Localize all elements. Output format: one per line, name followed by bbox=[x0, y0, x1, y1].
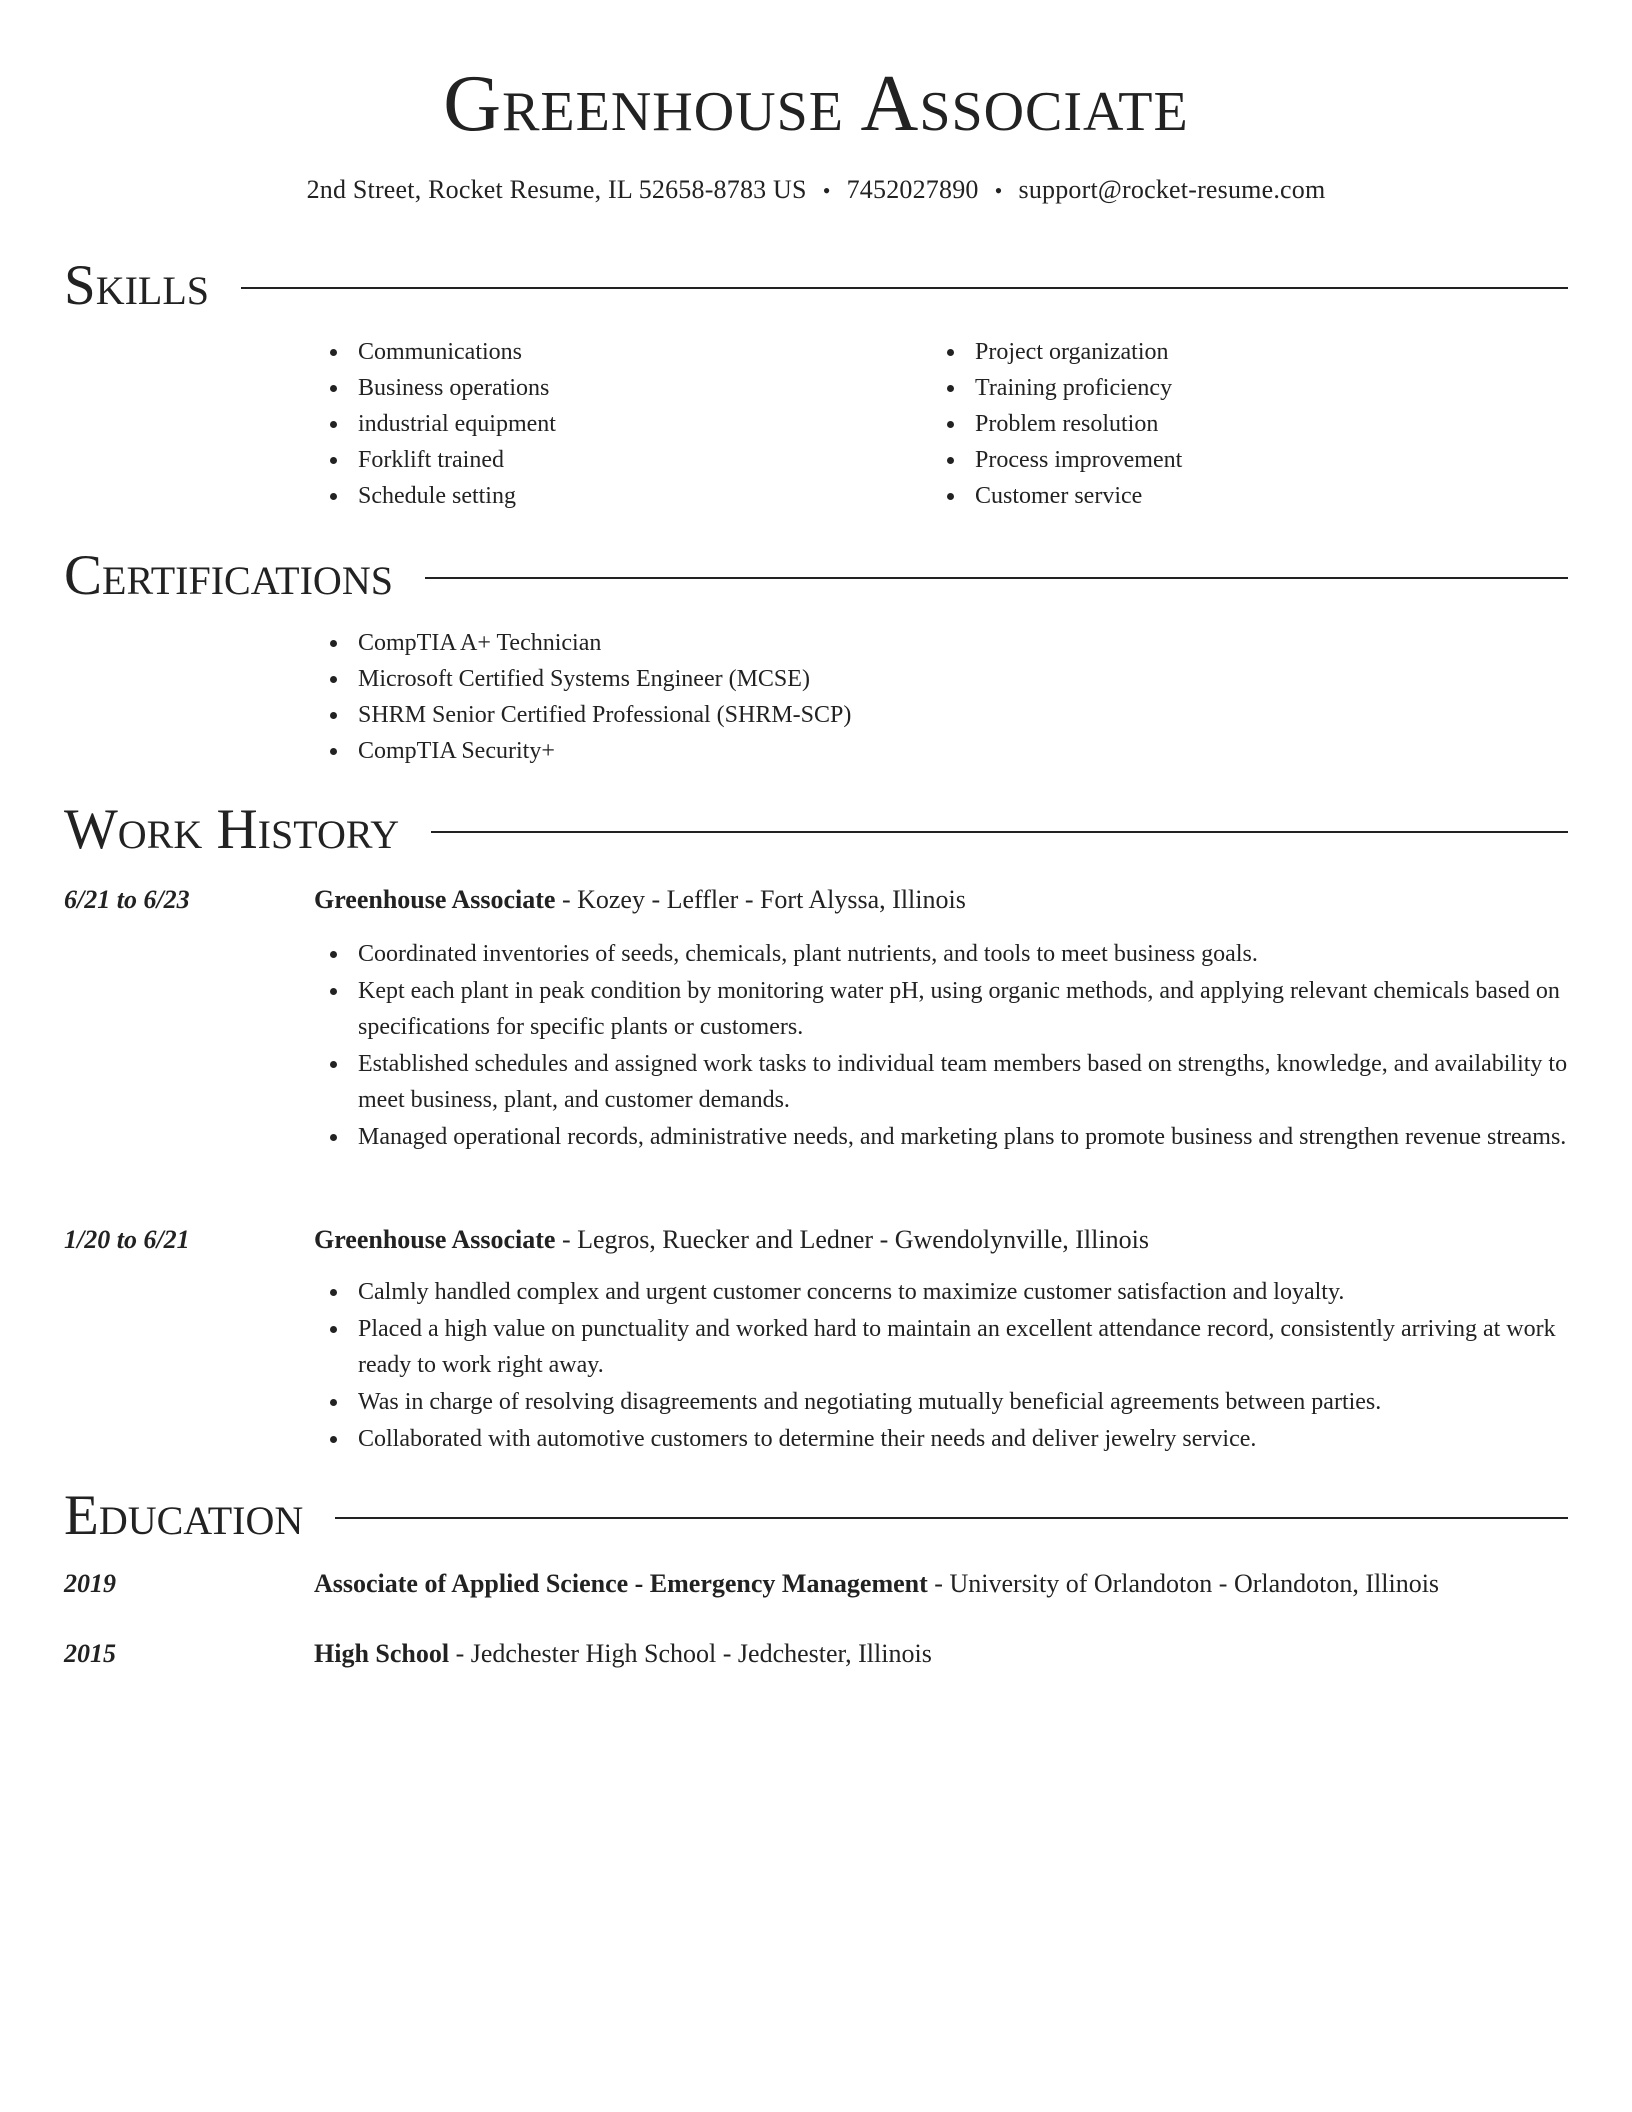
education-line bbox=[314, 1566, 1568, 1602]
skills-heading: Skills bbox=[64, 254, 210, 317]
education-degree: High School bbox=[314, 1639, 450, 1668]
education-school: - Jedchester High School - Jedchester, Illinois bbox=[449, 1639, 932, 1668]
certification-item: SHRM Senior Certified Professional (SHRM-SCP) bbox=[314, 697, 1514, 733]
certifications-section-header bbox=[64, 540, 1568, 612]
certifications-heading: Certifications bbox=[64, 544, 393, 607]
job-duty: Managed operational records, administrative needs, and marketing plans to promote business and strengthen revenue streams. bbox=[314, 1119, 1568, 1155]
skill-item: Training proficiency bbox=[931, 370, 1531, 406]
education-degree: Associate of Applied Science - Emergency Management bbox=[314, 1569, 928, 1598]
skill-item: Process improvement bbox=[931, 442, 1531, 478]
skill-item: Forklift trained bbox=[314, 442, 874, 478]
contact-separator: • bbox=[822, 178, 831, 203]
skill-item: Schedule setting bbox=[314, 478, 874, 514]
section-divider bbox=[335, 1517, 1568, 1519]
job-duty: Collaborated with automotive customers to determine their needs and deliver jewelry service. bbox=[314, 1421, 1568, 1457]
job-duty: Placed a high value on punctuality and worked hard to maintain an excellent attendance record, consistently arriving at work ready to work right away. bbox=[314, 1311, 1568, 1383]
contact-line bbox=[0, 172, 1632, 209]
skills-list-left bbox=[314, 334, 874, 514]
section-divider bbox=[425, 577, 1568, 579]
skill-item: Business operations bbox=[314, 370, 874, 406]
certifications-list bbox=[314, 625, 1514, 769]
job-title-line bbox=[314, 882, 1568, 918]
job-title-line bbox=[314, 1222, 1568, 1258]
education-section-header bbox=[64, 1480, 1568, 1552]
candidate-name: Greenhouse Associate bbox=[443, 60, 1189, 148]
job-duty: Coordinated inventories of seeds, chemicals, plant nutrients, and tools to meet business goals. bbox=[314, 936, 1568, 972]
certification-item: CompTIA A+ Technician bbox=[314, 625, 1514, 661]
contact-email: support@rocket-resume.com bbox=[1018, 175, 1326, 204]
contact-separator: • bbox=[994, 178, 1003, 203]
section-divider bbox=[241, 287, 1568, 289]
contact-phone: 7452027890 bbox=[846, 175, 979, 204]
job-dates: 1/20 to 6/21 bbox=[64, 1225, 190, 1254]
skill-item: Customer service bbox=[931, 478, 1531, 514]
job-duties-list bbox=[314, 936, 1568, 1156]
job-title: Greenhouse Associate bbox=[314, 885, 556, 914]
job-title: Greenhouse Associate bbox=[314, 1225, 556, 1254]
certification-item: Microsoft Certified Systems Engineer (MCSE) bbox=[314, 661, 1514, 697]
skills-section-header bbox=[64, 250, 1568, 322]
section-divider bbox=[431, 831, 1568, 833]
education-year: 2019 bbox=[64, 1569, 116, 1598]
certification-item: CompTIA Security+ bbox=[314, 733, 1514, 769]
skills-list-right bbox=[931, 334, 1531, 514]
education-year: 2015 bbox=[64, 1639, 116, 1668]
education-heading: Education bbox=[64, 1484, 304, 1547]
job-duty: Kept each plant in peak condition by monitoring water pH, using organic methods, and applying relevant chemicals based on specifications for specific plants or customers. bbox=[314, 973, 1568, 1045]
job-employer: - Legros, Ruecker and Ledner - Gwendolynville, Illinois bbox=[555, 1225, 1149, 1254]
job-duty: Established schedules and assigned work tasks to individual team members based on strengths, knowledge, and availability to meet business, plant, and customer demands. bbox=[314, 1046, 1568, 1118]
education-school: - University of Orlandoton - Orlandoton, Illinois bbox=[927, 1569, 1440, 1598]
skill-item: industrial equipment bbox=[314, 406, 874, 442]
job-duty: Calmly handled complex and urgent customer concerns to maximize customer satisfaction and loyalty. bbox=[314, 1274, 1568, 1310]
contact-address: 2nd Street, Rocket Resume, IL 52658-8783 US bbox=[306, 175, 807, 204]
education-line bbox=[314, 1636, 1568, 1672]
job-duties-list bbox=[314, 1274, 1568, 1458]
job-dates: 6/21 to 6/23 bbox=[64, 885, 190, 914]
job-employer: - Kozey - Leffler - Fort Alyssa, Illinois bbox=[555, 885, 966, 914]
skill-item: Project organization bbox=[931, 334, 1531, 370]
work-history-heading: Work History bbox=[64, 798, 400, 861]
work-history-section-header bbox=[64, 794, 1568, 866]
skill-item: Communications bbox=[314, 334, 874, 370]
job-duty: Was in charge of resolving disagreements and negotiating mutually beneficial agreements between parties. bbox=[314, 1384, 1568, 1420]
skill-item: Problem resolution bbox=[931, 406, 1531, 442]
